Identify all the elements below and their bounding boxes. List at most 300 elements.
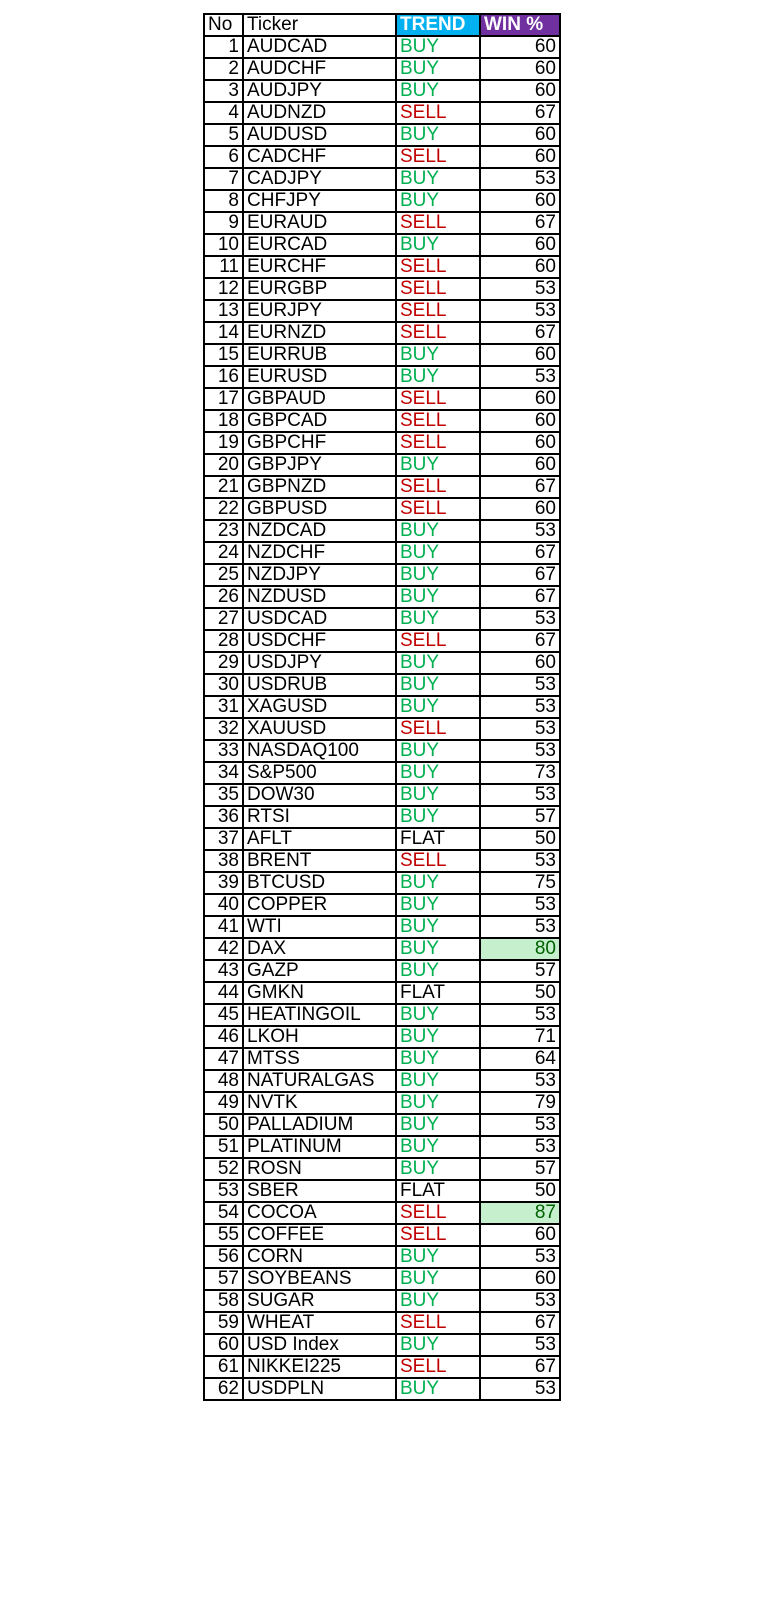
ticker-cell: NZDCHF bbox=[243, 542, 396, 564]
header-no: No bbox=[204, 14, 243, 36]
ticker-cell: WTI bbox=[243, 916, 396, 938]
trend-cell: BUY bbox=[396, 234, 480, 256]
trend-cell: BUY bbox=[396, 586, 480, 608]
win-cell: 53 bbox=[480, 784, 560, 806]
row-number: 22 bbox=[204, 498, 243, 520]
table-row bbox=[204, 1158, 560, 1180]
trend-cell: SELL bbox=[396, 300, 480, 322]
row-number: 8 bbox=[204, 190, 243, 212]
ticker-cell: USDJPY bbox=[243, 652, 396, 674]
table-row bbox=[204, 410, 560, 432]
table-row bbox=[204, 1136, 560, 1158]
table-row bbox=[204, 476, 560, 498]
trend-cell: BUY bbox=[396, 762, 480, 784]
ticker-cell: XAGUSD bbox=[243, 696, 396, 718]
row-number: 33 bbox=[204, 740, 243, 762]
ticker-cell: EURNZD bbox=[243, 322, 396, 344]
row-number: 31 bbox=[204, 696, 243, 718]
table-row bbox=[204, 190, 560, 212]
win-cell: 53 bbox=[480, 916, 560, 938]
row-number: 49 bbox=[204, 1092, 243, 1114]
table-row bbox=[204, 36, 560, 58]
table-row bbox=[204, 1026, 560, 1048]
ticker-cell: PALLADIUM bbox=[243, 1114, 396, 1136]
row-number: 29 bbox=[204, 652, 243, 674]
row-number: 42 bbox=[204, 938, 243, 960]
table-row bbox=[204, 762, 560, 784]
row-number: 12 bbox=[204, 278, 243, 300]
table-row bbox=[204, 872, 560, 894]
ticker-cell: RTSI bbox=[243, 806, 396, 828]
ticker-cell: EURUSD bbox=[243, 366, 396, 388]
win-cell: 60 bbox=[480, 256, 560, 278]
win-cell: 53 bbox=[480, 718, 560, 740]
ticker-cell: S&P500 bbox=[243, 762, 396, 784]
row-number: 45 bbox=[204, 1004, 243, 1026]
win-cell: 60 bbox=[480, 36, 560, 58]
trend-cell: SELL bbox=[396, 102, 480, 124]
table-row bbox=[204, 652, 560, 674]
win-cell: 53 bbox=[480, 366, 560, 388]
row-number: 32 bbox=[204, 718, 243, 740]
win-cell: 67 bbox=[480, 564, 560, 586]
trend-cell: BUY bbox=[396, 1092, 480, 1114]
win-cell: 67 bbox=[480, 212, 560, 234]
table-row bbox=[204, 696, 560, 718]
table-row bbox=[204, 1378, 560, 1400]
row-number: 10 bbox=[204, 234, 243, 256]
ticker-cell: COCOA bbox=[243, 1202, 396, 1224]
win-cell: 60 bbox=[480, 498, 560, 520]
table-row bbox=[204, 542, 560, 564]
trend-cell: BUY bbox=[396, 608, 480, 630]
table-row bbox=[204, 168, 560, 190]
ticker-cell: CHFJPY bbox=[243, 190, 396, 212]
trend-cell: SELL bbox=[396, 718, 480, 740]
row-number: 28 bbox=[204, 630, 243, 652]
row-number: 48 bbox=[204, 1070, 243, 1092]
row-number: 11 bbox=[204, 256, 243, 278]
table-row bbox=[204, 432, 560, 454]
trend-cell: SELL bbox=[396, 388, 480, 410]
trend-cell: BUY bbox=[396, 1246, 480, 1268]
row-number: 14 bbox=[204, 322, 243, 344]
table-row bbox=[204, 102, 560, 124]
table-row bbox=[204, 740, 560, 762]
trend-cell: SELL bbox=[396, 630, 480, 652]
ticker-cell: DOW30 bbox=[243, 784, 396, 806]
win-cell: 67 bbox=[480, 102, 560, 124]
ticker-cell: CADCHF bbox=[243, 146, 396, 168]
ticker-cell: EURGBP bbox=[243, 278, 396, 300]
trend-cell: SELL bbox=[396, 212, 480, 234]
win-cell: 71 bbox=[480, 1026, 560, 1048]
table-row bbox=[204, 80, 560, 102]
ticker-cell: NASDAQ100 bbox=[243, 740, 396, 762]
row-number: 16 bbox=[204, 366, 243, 388]
row-number: 54 bbox=[204, 1202, 243, 1224]
trend-cell: BUY bbox=[396, 454, 480, 476]
ticker-cell: DAX bbox=[243, 938, 396, 960]
table-row bbox=[204, 212, 560, 234]
win-cell: 67 bbox=[480, 1312, 560, 1334]
ticker-cell: AFLT bbox=[243, 828, 396, 850]
trend-cell: SELL bbox=[396, 1224, 480, 1246]
ticker-cell: AUDNZD bbox=[243, 102, 396, 124]
row-number: 40 bbox=[204, 894, 243, 916]
win-cell: 53 bbox=[480, 894, 560, 916]
win-cell: 53 bbox=[480, 300, 560, 322]
trend-cell: SELL bbox=[396, 1356, 480, 1378]
win-cell: 67 bbox=[480, 476, 560, 498]
trend-cell: BUY bbox=[396, 1136, 480, 1158]
row-number: 38 bbox=[204, 850, 243, 872]
header-win: WIN % bbox=[480, 14, 560, 36]
row-number: 26 bbox=[204, 586, 243, 608]
ticker-cell: GBPNZD bbox=[243, 476, 396, 498]
win-cell: 75 bbox=[480, 872, 560, 894]
win-cell: 80 bbox=[480, 938, 560, 960]
win-cell: 60 bbox=[480, 146, 560, 168]
win-cell: 53 bbox=[480, 1004, 560, 1026]
row-number: 59 bbox=[204, 1312, 243, 1334]
trend-cell: SELL bbox=[396, 498, 480, 520]
ticker-cell: LKOH bbox=[243, 1026, 396, 1048]
trend-cell: BUY bbox=[396, 894, 480, 916]
trend-cell: BUY bbox=[396, 1026, 480, 1048]
row-number: 60 bbox=[204, 1334, 243, 1356]
ticker-cell: MTSS bbox=[243, 1048, 396, 1070]
ticker-cell: EURCAD bbox=[243, 234, 396, 256]
ticker-cell: SUGAR bbox=[243, 1290, 396, 1312]
win-cell: 67 bbox=[480, 586, 560, 608]
trend-cell: BUY bbox=[396, 124, 480, 146]
win-cell: 73 bbox=[480, 762, 560, 784]
ticker-cell: HEATINGOIL bbox=[243, 1004, 396, 1026]
ticker-cell: AUDCHF bbox=[243, 58, 396, 80]
table-row bbox=[204, 960, 560, 982]
table-row bbox=[204, 1312, 560, 1334]
row-number: 9 bbox=[204, 212, 243, 234]
ticker-cell: GMKN bbox=[243, 982, 396, 1004]
row-number: 46 bbox=[204, 1026, 243, 1048]
trend-cell: FLAT bbox=[396, 982, 480, 1004]
table-row bbox=[204, 256, 560, 278]
table-row bbox=[204, 938, 560, 960]
win-cell: 53 bbox=[480, 1290, 560, 1312]
row-number: 13 bbox=[204, 300, 243, 322]
table-row bbox=[204, 1290, 560, 1312]
row-number: 57 bbox=[204, 1268, 243, 1290]
win-cell: 64 bbox=[480, 1048, 560, 1070]
table-row bbox=[204, 1092, 560, 1114]
row-number: 15 bbox=[204, 344, 243, 366]
trend-cell: FLAT bbox=[396, 1180, 480, 1202]
ticker-cell: XAUUSD bbox=[243, 718, 396, 740]
trend-cell: BUY bbox=[396, 1378, 480, 1400]
ticker-cell: USDCHF bbox=[243, 630, 396, 652]
table-row bbox=[204, 806, 560, 828]
win-cell: 53 bbox=[480, 696, 560, 718]
trend-cell: BUY bbox=[396, 366, 480, 388]
win-cell: 60 bbox=[480, 80, 560, 102]
row-number: 7 bbox=[204, 168, 243, 190]
trend-cell: SELL bbox=[396, 850, 480, 872]
row-number: 3 bbox=[204, 80, 243, 102]
row-number: 34 bbox=[204, 762, 243, 784]
trend-cell: SELL bbox=[396, 278, 480, 300]
row-number: 39 bbox=[204, 872, 243, 894]
trend-cell: BUY bbox=[396, 1004, 480, 1026]
win-cell: 53 bbox=[480, 608, 560, 630]
table-row bbox=[204, 916, 560, 938]
table-row bbox=[204, 1004, 560, 1026]
trend-cell: BUY bbox=[396, 916, 480, 938]
trend-cell: BUY bbox=[396, 960, 480, 982]
row-number: 61 bbox=[204, 1356, 243, 1378]
table-body bbox=[204, 36, 560, 1400]
table-row bbox=[204, 1356, 560, 1378]
trend-cell: BUY bbox=[396, 1158, 480, 1180]
row-number: 50 bbox=[204, 1114, 243, 1136]
table-row bbox=[204, 1070, 560, 1092]
table-row bbox=[204, 718, 560, 740]
row-number: 20 bbox=[204, 454, 243, 476]
ticker-cell: NIKKEI225 bbox=[243, 1356, 396, 1378]
row-number: 27 bbox=[204, 608, 243, 630]
ticker-cell: GBPAUD bbox=[243, 388, 396, 410]
ticker-cell: WHEAT bbox=[243, 1312, 396, 1334]
trend-cell: BUY bbox=[396, 1334, 480, 1356]
trend-cell: BUY bbox=[396, 564, 480, 586]
trend-cell: BUY bbox=[396, 80, 480, 102]
header-ticker: Ticker bbox=[243, 14, 396, 36]
row-number: 55 bbox=[204, 1224, 243, 1246]
win-cell: 87 bbox=[480, 1202, 560, 1224]
table-row bbox=[204, 58, 560, 80]
win-cell: 53 bbox=[480, 1114, 560, 1136]
win-cell: 60 bbox=[480, 58, 560, 80]
row-number: 4 bbox=[204, 102, 243, 124]
row-number: 2 bbox=[204, 58, 243, 80]
ticker-cell: NZDCAD bbox=[243, 520, 396, 542]
row-number: 36 bbox=[204, 806, 243, 828]
ticker-cell: USDRUB bbox=[243, 674, 396, 696]
row-number: 37 bbox=[204, 828, 243, 850]
win-cell: 50 bbox=[480, 982, 560, 1004]
win-cell: 57 bbox=[480, 1158, 560, 1180]
ticker-cell: SOYBEANS bbox=[243, 1268, 396, 1290]
table-row bbox=[204, 234, 560, 256]
trend-cell: BUY bbox=[396, 520, 480, 542]
table-row bbox=[204, 1246, 560, 1268]
table-row bbox=[204, 388, 560, 410]
ticker-cell: COFFEE bbox=[243, 1224, 396, 1246]
trend-cell: SELL bbox=[396, 1202, 480, 1224]
win-cell: 60 bbox=[480, 234, 560, 256]
table-row bbox=[204, 1114, 560, 1136]
ticker-cell: EURRUB bbox=[243, 344, 396, 366]
row-number: 43 bbox=[204, 960, 243, 982]
win-cell: 67 bbox=[480, 542, 560, 564]
trend-cell: BUY bbox=[396, 1268, 480, 1290]
win-cell: 53 bbox=[480, 520, 560, 542]
win-cell: 53 bbox=[480, 278, 560, 300]
ticker-cell: USDCAD bbox=[243, 608, 396, 630]
row-number: 51 bbox=[204, 1136, 243, 1158]
row-number: 21 bbox=[204, 476, 243, 498]
table-row bbox=[204, 124, 560, 146]
trend-cell: SELL bbox=[396, 410, 480, 432]
trend-cell: BUY bbox=[396, 190, 480, 212]
table-row bbox=[204, 1202, 560, 1224]
win-cell: 53 bbox=[480, 740, 560, 762]
win-cell: 60 bbox=[480, 344, 560, 366]
win-cell: 53 bbox=[480, 1378, 560, 1400]
win-cell: 60 bbox=[480, 190, 560, 212]
table-row bbox=[204, 344, 560, 366]
win-cell: 60 bbox=[480, 1268, 560, 1290]
row-number: 24 bbox=[204, 542, 243, 564]
ticker-cell: GAZP bbox=[243, 960, 396, 982]
row-number: 23 bbox=[204, 520, 243, 542]
table-row bbox=[204, 608, 560, 630]
win-cell: 60 bbox=[480, 652, 560, 674]
ticker-cell: CADJPY bbox=[243, 168, 396, 190]
row-number: 56 bbox=[204, 1246, 243, 1268]
trend-cell: BUY bbox=[396, 1070, 480, 1092]
ticker-cell: GBPJPY bbox=[243, 454, 396, 476]
table-row bbox=[204, 630, 560, 652]
win-cell: 60 bbox=[480, 454, 560, 476]
ticker-cell: NZDUSD bbox=[243, 586, 396, 608]
trend-cell: SELL bbox=[396, 322, 480, 344]
win-cell: 60 bbox=[480, 388, 560, 410]
row-number: 17 bbox=[204, 388, 243, 410]
ticker-cell: NVTK bbox=[243, 1092, 396, 1114]
row-number: 5 bbox=[204, 124, 243, 146]
ticker-cell: EURCHF bbox=[243, 256, 396, 278]
ticker-cell: BTCUSD bbox=[243, 872, 396, 894]
table-row bbox=[204, 454, 560, 476]
table-row bbox=[204, 366, 560, 388]
trend-cell: SELL bbox=[396, 432, 480, 454]
table-row bbox=[204, 1180, 560, 1202]
trend-cell: BUY bbox=[396, 740, 480, 762]
win-cell: 67 bbox=[480, 322, 560, 344]
ticker-cell: AUDUSD bbox=[243, 124, 396, 146]
ticker-cell: GBPCHF bbox=[243, 432, 396, 454]
row-number: 58 bbox=[204, 1290, 243, 1312]
win-cell: 60 bbox=[480, 1224, 560, 1246]
row-number: 52 bbox=[204, 1158, 243, 1180]
trend-table bbox=[203, 13, 561, 1401]
win-cell: 57 bbox=[480, 806, 560, 828]
trend-cell: BUY bbox=[396, 1114, 480, 1136]
trend-cell: BUY bbox=[396, 1048, 480, 1070]
win-cell: 53 bbox=[480, 1070, 560, 1092]
trend-cell: BUY bbox=[396, 674, 480, 696]
ticker-cell: GBPCAD bbox=[243, 410, 396, 432]
win-cell: 53 bbox=[480, 674, 560, 696]
trend-cell: BUY bbox=[396, 872, 480, 894]
trend-cell: SELL bbox=[396, 146, 480, 168]
ticker-cell: NZDJPY bbox=[243, 564, 396, 586]
trend-cell: BUY bbox=[396, 806, 480, 828]
trend-cell: FLAT bbox=[396, 828, 480, 850]
row-number: 1 bbox=[204, 36, 243, 58]
header-row bbox=[204, 14, 560, 36]
row-number: 41 bbox=[204, 916, 243, 938]
win-cell: 79 bbox=[480, 1092, 560, 1114]
table-row bbox=[204, 146, 560, 168]
trend-cell: BUY bbox=[396, 938, 480, 960]
win-cell: 67 bbox=[480, 630, 560, 652]
table-row bbox=[204, 300, 560, 322]
table-row bbox=[204, 564, 560, 586]
trend-cell: SELL bbox=[396, 476, 480, 498]
ticker-cell: ROSN bbox=[243, 1158, 396, 1180]
table-row bbox=[204, 1268, 560, 1290]
header-trend: TREND bbox=[396, 14, 480, 36]
win-cell: 57 bbox=[480, 960, 560, 982]
table-row bbox=[204, 784, 560, 806]
trend-cell: BUY bbox=[396, 58, 480, 80]
row-number: 19 bbox=[204, 432, 243, 454]
ticker-cell: SBER bbox=[243, 1180, 396, 1202]
table-row bbox=[204, 894, 560, 916]
trend-cell: BUY bbox=[396, 344, 480, 366]
ticker-cell: GBPUSD bbox=[243, 498, 396, 520]
row-number: 6 bbox=[204, 146, 243, 168]
table-row bbox=[204, 1224, 560, 1246]
win-cell: 53 bbox=[480, 1334, 560, 1356]
win-cell: 53 bbox=[480, 1246, 560, 1268]
table-row bbox=[204, 1334, 560, 1356]
win-cell: 60 bbox=[480, 432, 560, 454]
row-number: 44 bbox=[204, 982, 243, 1004]
ticker-cell: USD Index bbox=[243, 1334, 396, 1356]
ticker-cell: BRENT bbox=[243, 850, 396, 872]
trend-cell: BUY bbox=[396, 696, 480, 718]
win-cell: 60 bbox=[480, 124, 560, 146]
trend-cell: BUY bbox=[396, 36, 480, 58]
ticker-cell: COPPER bbox=[243, 894, 396, 916]
ticker-cell: PLATINUM bbox=[243, 1136, 396, 1158]
win-cell: 60 bbox=[480, 410, 560, 432]
table-row bbox=[204, 278, 560, 300]
row-number: 53 bbox=[204, 1180, 243, 1202]
ticker-cell: AUDCAD bbox=[243, 36, 396, 58]
table-row bbox=[204, 1048, 560, 1070]
trend-cell: SELL bbox=[396, 1312, 480, 1334]
trend-cell: BUY bbox=[396, 652, 480, 674]
trend-cell: BUY bbox=[396, 1290, 480, 1312]
table-row bbox=[204, 674, 560, 696]
win-cell: 53 bbox=[480, 168, 560, 190]
ticker-cell: NATURALGAS bbox=[243, 1070, 396, 1092]
table-row bbox=[204, 520, 560, 542]
win-cell: 53 bbox=[480, 1136, 560, 1158]
ticker-cell: EURJPY bbox=[243, 300, 396, 322]
table-row bbox=[204, 850, 560, 872]
ticker-cell: USDPLN bbox=[243, 1378, 396, 1400]
row-number: 62 bbox=[204, 1378, 243, 1400]
row-number: 25 bbox=[204, 564, 243, 586]
trend-cell: BUY bbox=[396, 784, 480, 806]
win-cell: 53 bbox=[480, 850, 560, 872]
ticker-cell: EURAUD bbox=[243, 212, 396, 234]
